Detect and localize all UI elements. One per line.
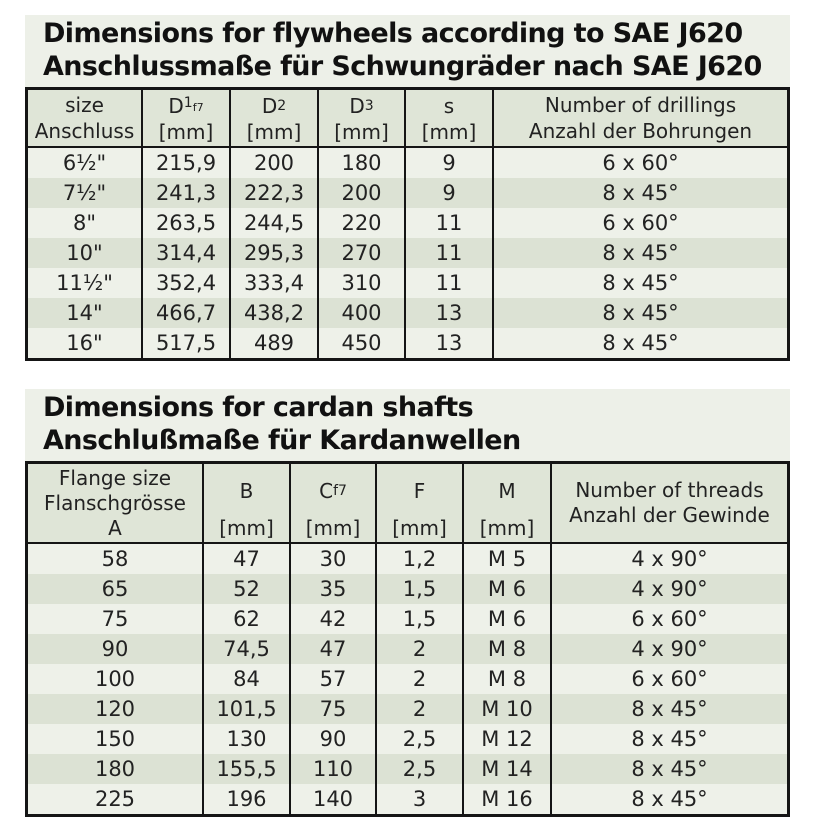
column-header-line: size (65, 93, 104, 117)
column-header-line: A (108, 515, 122, 540)
table-cell: 8 x 45° (493, 268, 789, 298)
column-header (27, 89, 143, 148)
table-row (27, 604, 789, 634)
table-cell: 4 x 90° (551, 574, 789, 604)
table-cell: 1,5 (376, 604, 463, 634)
unit-label: [mm] (421, 120, 477, 144)
table-cell: 489 (230, 328, 318, 360)
column-header (493, 89, 789, 148)
column-header (405, 89, 493, 148)
cardan-table-body (27, 543, 789, 816)
unit-label: [mm] (305, 516, 361, 540)
table-cell: 196 (203, 784, 290, 816)
table-row (27, 754, 789, 784)
table-cell: M 12 (463, 724, 551, 754)
symbol: F (413, 478, 426, 503)
table-row (27, 724, 789, 754)
table-cell: 517,5 (142, 328, 230, 360)
table-cell: 180 (318, 147, 405, 178)
table-cell: 180 (27, 754, 204, 784)
column-header (230, 89, 318, 148)
table-cell: 42 (290, 604, 376, 634)
table-row (27, 178, 789, 208)
table-cell: 450 (318, 328, 405, 360)
flywheel-table-head (27, 89, 789, 148)
table-cell: 150 (27, 724, 204, 754)
column-header (463, 463, 551, 544)
symbol: B (239, 478, 254, 503)
table-cell: 6½" (27, 147, 143, 178)
column-header-line: Anzahl der Bohrungen (528, 119, 753, 143)
table-cell: 1,5 (376, 574, 463, 604)
symbol-header (291, 465, 375, 541)
table-cell: 9 (405, 178, 493, 208)
table-row (27, 298, 789, 328)
column-header (318, 89, 405, 148)
table-cell: 310 (318, 268, 405, 298)
table-cell: 4 x 90° (551, 634, 789, 664)
flywheel-section (25, 15, 790, 361)
table-cell: 13 (405, 298, 493, 328)
table-row (27, 238, 789, 268)
column-header-line: Number of drillings (544, 93, 737, 117)
table-cell: 58 (27, 543, 204, 574)
table-cell: 30 (290, 543, 376, 574)
unit-label: [mm] (246, 120, 302, 144)
table-cell: 466,7 (142, 298, 230, 328)
column-header (551, 463, 789, 544)
flywheel-table (25, 87, 790, 361)
table-cell: 47 (203, 543, 290, 574)
table-cell: 140 (290, 784, 376, 816)
column-header (376, 463, 463, 544)
table-cell: 200 (230, 147, 318, 178)
symbol-header (377, 465, 462, 541)
flywheel-table-wrap (25, 87, 790, 361)
table-cell: 47 (290, 634, 376, 664)
table-cell: M 5 (463, 543, 551, 574)
table-cell: M 6 (463, 604, 551, 634)
flywheel-table-body (27, 147, 789, 360)
table-cell: 2,5 (376, 724, 463, 754)
table-cell: 352,4 (142, 268, 230, 298)
table-row (27, 268, 789, 298)
table-cell: 3 (376, 784, 463, 816)
unit-label: [mm] (158, 120, 214, 144)
table-row (27, 634, 789, 664)
table-cell: 11 (405, 268, 493, 298)
table-cell: 263,5 (142, 208, 230, 238)
symbol: s (443, 93, 455, 118)
table-cell: 11 (405, 238, 493, 268)
table-cell: 14" (27, 298, 143, 328)
column-header (27, 463, 204, 544)
table-cell: 7½" (27, 178, 143, 208)
header-row (27, 463, 789, 544)
column-header-line: Flange size (58, 465, 172, 490)
table-cell: 220 (318, 208, 405, 238)
symbol-header (464, 465, 550, 541)
table-row (27, 784, 789, 816)
table-row (27, 574, 789, 604)
column-header-line: Anzahl der Gewinde (569, 503, 770, 527)
table-row (27, 328, 789, 360)
table-cell: M 8 (463, 634, 551, 664)
cardan-table-wrap (25, 461, 790, 817)
table-row (27, 694, 789, 724)
table-cell: M 10 (463, 694, 551, 724)
table-cell: 90 (290, 724, 376, 754)
table-cell: 155,5 (203, 754, 290, 784)
table-cell: 200 (318, 178, 405, 208)
header-row (27, 89, 789, 148)
table-row (27, 147, 789, 178)
table-cell: 8 x 45° (551, 724, 789, 754)
table-cell: 295,3 (230, 238, 318, 268)
column-header (142, 89, 230, 148)
table-cell: 11 (405, 208, 493, 238)
column-header-line: Flanschgrösse (44, 490, 186, 515)
table-row (27, 664, 789, 694)
unit-label: [mm] (392, 516, 447, 540)
table-cell: 2 (376, 694, 463, 724)
symbol-header (204, 465, 289, 541)
table-cell: 65 (27, 574, 204, 604)
table-cell: 120 (27, 694, 204, 724)
table-cell: 314,4 (142, 238, 230, 268)
cardan-title-en: Dimensions for cardan shafts (43, 392, 474, 423)
symbol: D 2 (261, 93, 287, 118)
table-cell: 215,9 (142, 147, 230, 178)
symbol: D $1_{f7}$ (168, 93, 204, 118)
table-cell: 1,2 (376, 543, 463, 574)
table-cell: 11½" (27, 268, 143, 298)
table-cell: 2 (376, 664, 463, 694)
table-cell: 438,2 (230, 298, 318, 328)
column-header-line: Anschluss (34, 119, 135, 143)
table-cell: 222,3 (230, 178, 318, 208)
unit-label: [mm] (219, 516, 274, 540)
column-header (203, 463, 290, 544)
table-cell: 90 (27, 634, 204, 664)
table-row (27, 543, 789, 574)
table-cell: 2 (376, 634, 463, 664)
column-header (290, 463, 376, 544)
table-cell: 8 x 45° (493, 178, 789, 208)
symbol: C f7 (319, 478, 347, 503)
table-cell: 8" (27, 208, 143, 238)
table-cell: 2,5 (376, 754, 463, 784)
cardan-title-de: Anschlußmaße für Kardanwellen (43, 425, 521, 456)
table-cell: 241,3 (142, 178, 230, 208)
table-cell: 8 x 45° (551, 784, 789, 816)
table-row (27, 208, 789, 238)
flywheel-title-de: Anschlussmaße für Schwungräder nach SAE J620 (43, 51, 762, 82)
table-cell: 101,5 (203, 694, 290, 724)
symbol-header (231, 91, 317, 145)
symbol: D 3 (349, 93, 374, 118)
table-cell: 35 (290, 574, 376, 604)
flywheel-title-en: Dimensions for flywheels according to SAE J620 (43, 18, 743, 49)
table-cell: 52 (203, 574, 290, 604)
table-cell: M 6 (463, 574, 551, 604)
table-cell: 16" (27, 328, 143, 360)
table-cell: 8 x 45° (493, 328, 789, 360)
table-cell: 6 x 60° (493, 147, 789, 178)
cardan-table (25, 461, 790, 817)
table-cell: 100 (27, 664, 204, 694)
table-cell: 6 x 60° (493, 208, 789, 238)
table-cell: 130 (203, 724, 290, 754)
symbol: M (498, 478, 516, 503)
table-cell: 400 (318, 298, 405, 328)
table-cell: 333,4 (230, 268, 318, 298)
table-cell: M 14 (463, 754, 551, 784)
cardan-table-head (27, 463, 789, 544)
unit-label: [mm] (334, 120, 389, 144)
table-cell: 8 x 45° (493, 298, 789, 328)
cardan-section (25, 389, 790, 817)
table-cell: 110 (290, 754, 376, 784)
unit-label: [mm] (479, 516, 535, 540)
table-cell: M 8 (463, 664, 551, 694)
table-cell: 75 (290, 694, 376, 724)
table-cell: 244,5 (230, 208, 318, 238)
table-cell: 8 x 45° (493, 238, 789, 268)
table-cell: M 16 (463, 784, 551, 816)
table-cell: 10" (27, 238, 143, 268)
table-cell: 270 (318, 238, 405, 268)
table-cell: 8 x 45° (551, 754, 789, 784)
table-cell: 8 x 45° (551, 694, 789, 724)
flywheel-title-band (25, 15, 790, 87)
table-cell: 6 x 60° (551, 604, 789, 634)
table-cell: 6 x 60° (551, 664, 789, 694)
symbol-header (319, 91, 404, 145)
table-cell: 74,5 (203, 634, 290, 664)
cardan-title-band (25, 389, 790, 461)
table-cell: 84 (203, 664, 290, 694)
table-cell: 62 (203, 604, 290, 634)
table-cell: 9 (405, 147, 493, 178)
table-cell: 4 x 90° (551, 543, 789, 574)
table-cell: 57 (290, 664, 376, 694)
column-header-line: Number of threads (575, 478, 764, 502)
symbol-header (143, 91, 229, 145)
table-cell: 13 (405, 328, 493, 360)
table-cell: 75 (27, 604, 204, 634)
table-cell: 225 (27, 784, 204, 816)
symbol-header (406, 91, 492, 145)
